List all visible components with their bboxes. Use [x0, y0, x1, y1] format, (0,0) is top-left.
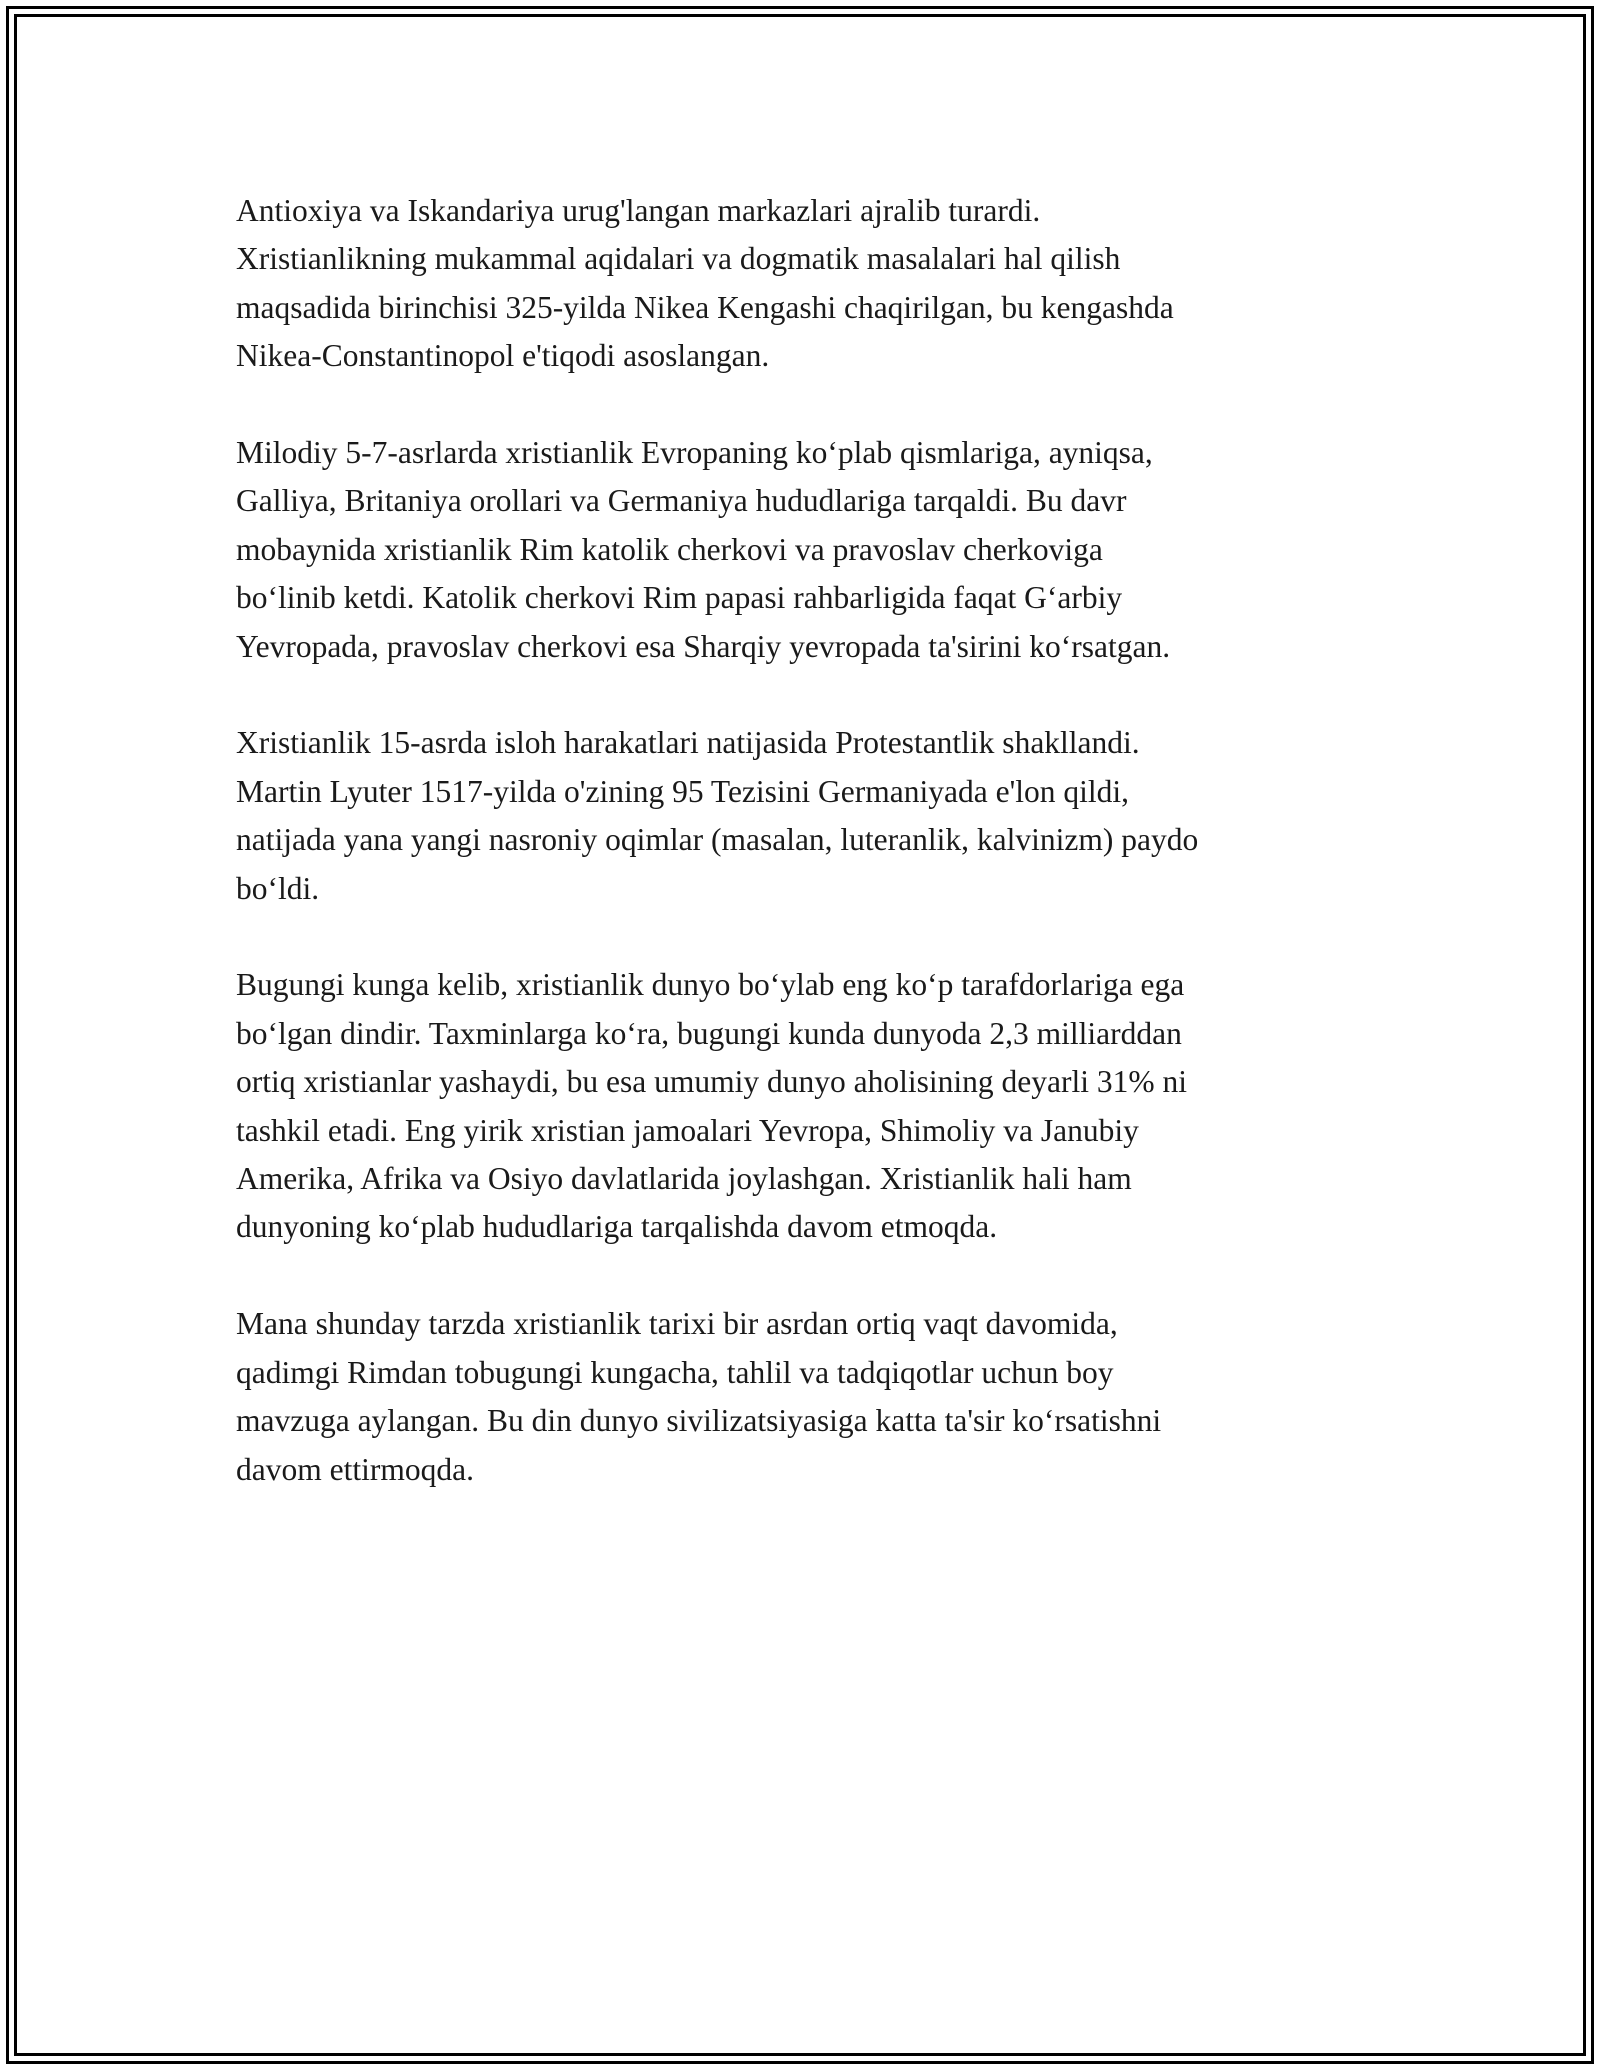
text-line: boʻldi.: [236, 870, 320, 906]
paragraph-spread-in-europe: [236, 429, 1366, 671]
text-line: mavzuga aylangan. Bu din dunyo sivilizatsiyasiga katta ta'sir koʻrsatishni: [236, 1403, 1162, 1439]
text-line: dunyoning koʻplab hududlariga tarqalishda davom etmoqda.: [236, 1209, 998, 1245]
text-line: tashkil etadi. Eng yirik xristian jamoalari Yevropa, Shimoliy va Janubiy: [236, 1112, 1139, 1148]
text-line: Nikea-Constantinopol e'tiqodi asoslangan.: [236, 338, 770, 374]
paragraph-council-of-nicaea: [236, 187, 1366, 381]
text-line: natijada yana yangi nasroniy oqimlar (masalan, luteranlik, kalvinizm) paydo: [236, 822, 1199, 858]
paragraph-protestantism: [236, 719, 1366, 913]
text-line: Antioxiya va Iskandariya urug'langan markazlari ajralib turardi.: [236, 193, 1041, 228]
paragraph-present-day: [236, 961, 1366, 1251]
text-line: Galliya, Britaniya orollari va Germaniya hududlariga tarqaldi. Bu davr: [236, 483, 1127, 519]
text-line: Xristianlikning mukammal aqidalari va dogmatik masalalari hal qilish: [236, 241, 1121, 277]
text-line: Milodiy 5-7-asrlarda xristianlik Evropaning koʻplab qismlariga, ayniqsa,: [236, 435, 1153, 471]
text-line: ortiq xristianlar yashaydi, bu esa umumiy dunyo aholisining deyarli 31% ni: [236, 1064, 1187, 1100]
text-line: Yevropada, pravoslav cherkovi esa Sharqiy yevropada ta'sirini koʻrsatgan.: [236, 628, 1171, 664]
text-line: Mana shunday tarzda xristianlik tarixi bir asrdan ortiq vaqt davomida,: [236, 1306, 1118, 1342]
text-line: qadimgi Rimdan tobugungi kungacha, tahlil va tadqiqotlar uchun boy: [236, 1354, 1114, 1390]
text-line: davom ettirmoqda.: [236, 1451, 474, 1487]
text-line: mobaynida xristianlik Rim katolik cherkovi va pravoslav cherkoviga: [236, 531, 1103, 567]
text-line: Bugungi kunga kelib, xristianlik dunyo boʻylab eng koʻp tarafdorlariga ega: [236, 967, 1185, 1003]
text-line: Amerika, Afrika va Osiyo davlatlarida joylashgan. Xristianlik hali ham: [236, 1161, 1132, 1197]
paragraph-conclusion: [236, 1300, 1366, 1494]
text-line: maqsadida birinchisi 325-yilda Nikea Kengashi chaqirilgan, bu kengashda: [236, 289, 1174, 325]
text-line: boʻlinib ketdi. Katolik cherkovi Rim papasi rahbarligida faqat Gʻarbiy: [236, 580, 1123, 616]
text-line: Xristianlik 15-asrda isloh harakatlari natijasida Protestantlik shakllandi.: [236, 725, 1140, 761]
text-line: Martin Lyuter 1517-yilda o'zining 95 Tezisini Germaniyada e'lon qildi,: [236, 773, 1129, 809]
document-body: [236, 187, 1366, 1542]
text-line: boʻlgan dindir. Taxminlarga koʻra, bugungi kunda dunyoda 2,3 milliarddan: [236, 1015, 1182, 1051]
